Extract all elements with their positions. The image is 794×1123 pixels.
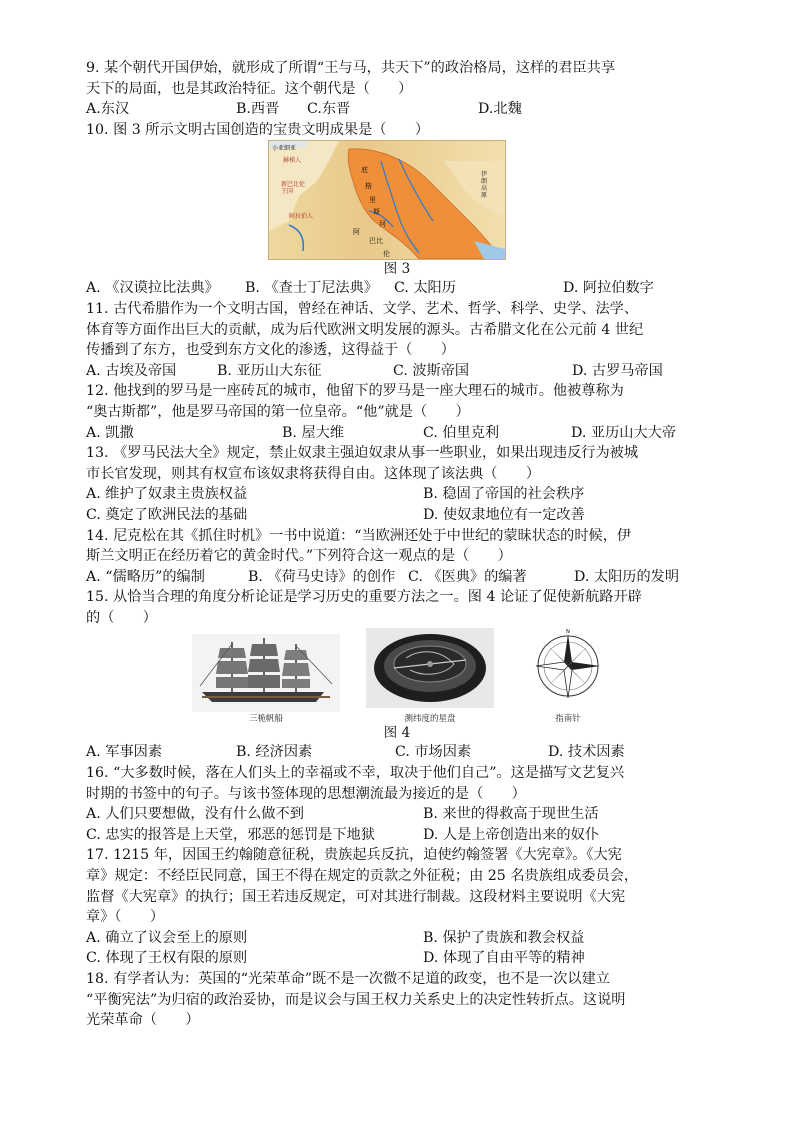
q15-stem-line2: 的（ ） xyxy=(86,609,157,626)
astrolabe-image xyxy=(366,628,494,724)
compass-rose-icon xyxy=(532,628,604,706)
q16-stem-line1: 16. “大多数时候，落在人们头上的幸福或不幸，取决于他们自己”。这是描写文艺复兴 xyxy=(86,765,625,782)
q11-stem-line1: 11. 古代希腊作为一个文明古国，曾经在神话、文学、艺术、哲学、科学、史学、法学、 xyxy=(86,300,639,317)
q9-option-c: C.东晋 xyxy=(307,101,351,118)
q12-option-d: D. 亚历山大大帝 xyxy=(571,424,677,441)
compass-image-label: 指南针 xyxy=(555,714,581,725)
q10-stem-line1: 10. 图 3 所示文明古国创造的宝贵文明成果是（ ） xyxy=(86,121,430,138)
q15-option-a: A. 军事因素 xyxy=(86,744,163,761)
q14-option-c: C. 《医典》的编著 xyxy=(408,568,527,585)
q17-stem-line4: 章》（ ） xyxy=(86,909,165,926)
q12-stem-line2: “奥古斯都”，他是罗马帝国的第一位皇帝。“他”就是（ ） xyxy=(86,403,470,420)
q11-option-b: B. 亚历山大东征 xyxy=(217,362,322,379)
q16-option-c: C. 忠实的报答是上天堂，邪恶的惩罚是下地狱 xyxy=(86,826,375,843)
q16-options-row1 xyxy=(86,804,708,825)
q17-stem-line2: 章》规定：不经臣民同意，国王不得在规定的贡款之外征税；由 25 名贵族组成委员会， xyxy=(86,868,639,885)
q11-option-a: A. 古埃及帝国 xyxy=(86,362,177,379)
q17-option-b: B. 保护了贵族和教会权益 xyxy=(423,929,585,946)
q13-stem-line1: 13. 《罗马民法大全》规定，禁止奴隶主强迫奴隶从事一些职业，如果出现违反行为被城 xyxy=(86,445,639,462)
q10-figure xyxy=(86,140,708,260)
map-label: 里 xyxy=(369,196,376,205)
q11-options xyxy=(86,361,708,382)
q17-options-row2 xyxy=(86,948,708,969)
q10-option-b: B. 《查士丁尼法典》 xyxy=(245,280,378,297)
q9-stem-line1: 9. 某个朝代开国伊始，就形成了所谓“王与马，共天下”的政治格局，这样的君臣共享 xyxy=(86,60,616,76)
q9-option-a: A.东汉 xyxy=(86,101,130,118)
q14-option-d: D. 太阳历的发明 xyxy=(574,568,680,585)
map-label: 阿 xyxy=(353,228,360,237)
q10-option-a: A. 《汉谟拉比法典》 xyxy=(86,280,219,297)
q11-option-d: D. 古罗马帝国 xyxy=(572,362,663,379)
q13-option-b: B. 稳固了帝国的社会秩序 xyxy=(423,486,585,503)
map-label: 底 xyxy=(361,166,368,175)
q15-option-b: B. 经济因素 xyxy=(236,744,313,761)
q12-stem-line1: 12. 他找到的罗马是一座砖瓦的城市，他留下的罗马是一座大理石的城市。他被尊称为 xyxy=(86,383,624,400)
map-label: 新巴比伦王国 xyxy=(281,181,306,196)
map-label: 阿拉伯人 xyxy=(289,213,314,221)
figure-3-caption: 图 3 xyxy=(383,261,411,278)
q10-option-c: C. 太阳历 xyxy=(394,280,456,297)
q18-stem-line3: 光荣革命（ ） xyxy=(86,1012,200,1029)
q12-option-b: B. 屋大维 xyxy=(282,424,345,441)
q11-option-c: C. 波斯帝国 xyxy=(393,362,470,379)
map-label: 巴比 xyxy=(369,237,383,246)
q14-option-a: A. “儒略历”的编制 xyxy=(86,568,205,585)
q17-option-c: C. 体现了王权有限的原则 xyxy=(86,950,248,967)
ancient-map-image xyxy=(268,140,506,260)
q18-stem-line2: “平衡宪法”为归宿的政治妥协，而是议会与国王权力关系史上的决定性转折点。这说明 xyxy=(86,991,626,1008)
q9-options xyxy=(86,99,708,120)
q15-stem-line1: 15. 从恰当合理的角度分析论证是学习历史的重要方法之一。图 4 论证了促使新航路开辟 xyxy=(86,589,642,606)
q17-stem-line3: 监督《大宪章》的执行；国王若违反规定，可对其进行制裁。这段材料主要说明《大宪 xyxy=(86,888,626,905)
map-label: 伦 xyxy=(383,250,390,259)
q9-stem-line2: 天下的局面，也是其政治特征。这个朝代是（ ） xyxy=(86,80,413,97)
q17-options-row1 xyxy=(86,928,708,949)
q15-option-d: D. 技术因素 xyxy=(548,744,625,761)
map-label: 斯 xyxy=(373,208,380,217)
map-label: 赫梯人 xyxy=(283,157,302,165)
q13-stem-line2: 市长官发现，则其有权宣布该奴隶将获得自由。这体现了该法典（ ） xyxy=(86,465,541,482)
ship-image-label: 三桅帆船 xyxy=(248,714,283,725)
q13-option-a: A. 维护了奴隶主贵族权益 xyxy=(86,486,248,503)
exam-page xyxy=(86,58,708,1031)
q17-stem-line1: 17. 1215 年，因国王约翰随意征税，贵族起兵反抗，迫使约翰签署《大宪章》。《大宪 xyxy=(86,847,622,864)
map-label: 格 xyxy=(365,182,372,191)
q13-option-d: D. 使奴隶地位有一定改善 xyxy=(423,506,585,523)
compass-image xyxy=(532,628,604,724)
q16-option-b: B. 来世的得救高于现世生活 xyxy=(423,806,599,823)
q16-options-row2 xyxy=(86,825,708,846)
three-masted-ship-icon xyxy=(192,634,340,712)
q10-option-d: D. 阿拉伯数字 xyxy=(563,280,654,297)
q9-option-b: B.西晋 xyxy=(236,101,280,118)
q17-option-d: D. 体现了自由平等的精神 xyxy=(423,950,585,967)
q14-options xyxy=(86,567,708,588)
map-drawing xyxy=(269,141,505,259)
q14-stem-line1: 14. 尼克松在其《抓住时机》一书中说道：“当欧洲还处于中世纪的蒙昧状态的时候，伊 xyxy=(86,527,632,544)
q18-stem-line1: 18. 有学者认为：英国的“光荣革命”既不是一次微不足道的政变，也不是一次以建立 xyxy=(86,971,610,987)
q15-option-c: C. 市场因素 xyxy=(395,744,472,761)
q11-stem-line2: 体育等方面作出巨大的贡献，成为后代欧洲文明发展的源头。古希腊文化在公元前 4 世纪 xyxy=(86,321,644,338)
astrolabe-icon xyxy=(366,628,494,708)
q15-options xyxy=(86,742,708,763)
q16-option-d: D. 人是上帝创造出来的奴仆 xyxy=(423,826,599,843)
svg-text:N: N xyxy=(566,629,570,636)
q14-stem-line2: 斯兰文明正在经历着它的黄金时代。”下列符合这一观点的是（ ） xyxy=(86,548,512,565)
map-label: 小亚细亚 xyxy=(272,145,297,153)
q16-option-a: A. 人们只要想做，没有什么做不到 xyxy=(86,806,304,823)
q9-option-d: D.北魏 xyxy=(478,101,522,118)
ship-image xyxy=(192,634,340,724)
astrolabe-image-label: 测纬度的星盘 xyxy=(404,714,456,725)
q12-option-a: A. 凯撒 xyxy=(86,424,134,441)
q13-options-row1 xyxy=(86,484,708,505)
q16-stem-line2: 时期的书签中的句子。与该书签体现的思想潮流最为接近的是（ ） xyxy=(86,785,526,802)
map-label: 伊朗高原 xyxy=(481,171,488,200)
q12-options xyxy=(86,423,708,444)
figure-4-caption: 图 4 xyxy=(383,725,411,742)
q12-option-c: C. 伯里克利 xyxy=(423,424,500,441)
map-label: 河 xyxy=(379,220,386,229)
q10-options xyxy=(86,278,708,299)
q14-option-b: B. 《荷马史诗》的创作 xyxy=(248,568,396,585)
q15-figure xyxy=(86,628,708,724)
q13-option-c: C. 奠定了欧洲民法的基础 xyxy=(86,506,248,523)
q11-stem-line3: 传播到了东方，也受到东方文化的渗透，这得益于（ ） xyxy=(86,342,455,359)
q17-option-a: A. 确立了议会至上的原则 xyxy=(86,929,248,946)
q13-options-row2 xyxy=(86,505,708,526)
